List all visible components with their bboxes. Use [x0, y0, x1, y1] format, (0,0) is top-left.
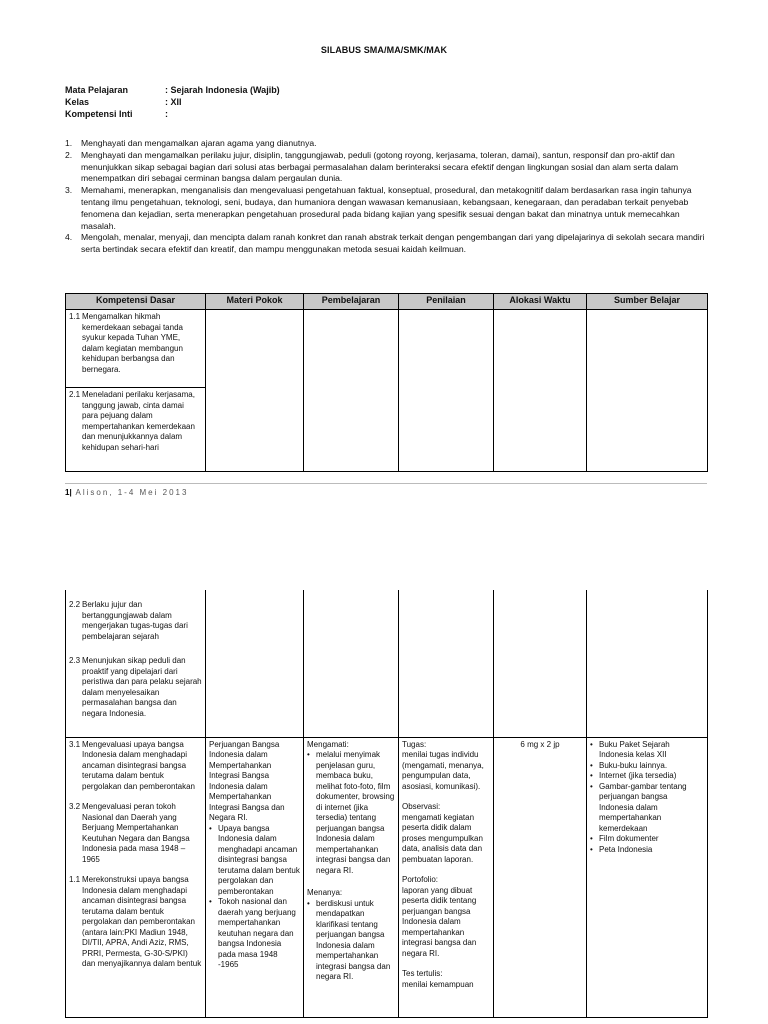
- list-item: [307, 750, 395, 876]
- list-text: melalui menyimak penjelasan guru, membaca buku, melihat foto-foto, film dokumenter, browsing di internet (jika tersedia) tentang perjuangan bangsa Indonesia dalam mempertahankan integrasi bangsa dan negara RI.: [316, 750, 395, 875]
- list-text: Tokoh nasional dan daerah yang berjuang mempertahankan keutuhan negara dan bangsa Indonesia pada masa 1948 -1965: [218, 897, 296, 969]
- meta-row-ki: [65, 108, 280, 120]
- list-item: [590, 834, 704, 845]
- table-cell: [206, 310, 304, 472]
- meta-value: : Sejarah Indonesia (Wajib): [165, 85, 280, 95]
- list-text: Film dokumenter: [599, 834, 659, 843]
- kd-text: Meneladani perilaku kerjasama, tanggung jawab, cinta damai para pejuang dalam mempertahankan kemerdekaan dan menunjukkannya dalam kehidupan sehari-hari: [82, 390, 195, 452]
- menanya-label: Menanya:: [307, 888, 343, 897]
- kd-number: 2.3: [69, 656, 81, 665]
- list-number: 2.: [65, 149, 73, 160]
- bullet-icon: •: [307, 750, 310, 759]
- list-item: [307, 899, 395, 983]
- meta-row-class: [65, 96, 280, 108]
- col-header-alokasi-waktu: Alokasi Waktu: [494, 294, 587, 310]
- footer-text: Alison, 1-4 Mei 2013: [75, 488, 189, 497]
- list-text: Upaya bangsa Indonesia dalam menghadapi ancaman disintegrasi bangsa terutama dalam bentuk pergolakan dan pemberontakan: [218, 823, 300, 896]
- table-cell: [304, 310, 399, 472]
- list-number: 1.: [65, 138, 73, 148]
- table-cell: [494, 590, 587, 737]
- tugas-label: Tugas:: [402, 739, 427, 749]
- list-text: Internet (jika tersedia): [599, 771, 677, 780]
- list-item: [590, 740, 704, 761]
- meta-label: Kelas: [65, 97, 90, 107]
- syllabus-table-page2: [65, 590, 708, 1018]
- list-number: 3.: [65, 185, 73, 196]
- materi-intro: Perjuangan Bangsa Indonesia dalam Mempertahankan Integrasi Bangsa Indonesia dalam Mempertahankan Integrasi Bangsa dan Negara RI.: [209, 739, 285, 822]
- list-number: 4.: [65, 232, 73, 243]
- bullet-icon: •: [590, 781, 593, 791]
- kd-text: Mengevaluasi peran tokoh Nasional dan Daerah yang Berjuang Mempertahankan Keutuhan Negara dan Bangsa Indonesia pada masa 1948 – 1965: [82, 802, 190, 864]
- kompetensi-inti-list: [65, 138, 715, 256]
- table-row: [66, 737, 708, 1017]
- meta-value: :: [165, 109, 168, 119]
- page-footer: 1| Alison, 1-4 Mei 2013: [65, 488, 189, 497]
- bullet-icon: •: [209, 897, 212, 906]
- col-header-sumber-belajar: Sumber Belajar: [587, 294, 708, 310]
- bullet-icon: •: [590, 844, 593, 854]
- page-title: SILABUS SMA/MA/SMK/MAK: [320, 45, 448, 55]
- list-text: Buku Paket Sejarah Indonesia kelas XII: [599, 739, 670, 759]
- list-item: [209, 897, 300, 971]
- kd-text: Mengevaluasi upaya bangsa Indonesia dalam menghadapi ancaman disintegrasi bangsa terutama dalam bentuk pergolakan dan pemberontakan: [82, 739, 195, 791]
- table-cell: [587, 590, 708, 737]
- list-text: Gambar-gambar tentang perjuangan bangsa Indonesia dalam mempertahankan kemerdekaan: [599, 781, 687, 833]
- tugas-text: menilai tugas individu (mengamati, menanya, pengumpulan data, asosiasi, komunikasi).: [402, 750, 484, 791]
- list-item: [590, 845, 704, 856]
- table-cell: [304, 737, 399, 1017]
- list-item: [590, 761, 704, 772]
- kd-item: [69, 656, 202, 719]
- meta-block: [65, 84, 280, 120]
- table-cell: [206, 737, 304, 1017]
- meta-value: : XII: [165, 97, 182, 107]
- kd-text: Menunjukan sikap peduli dan proaktif yang dipelajari dari peristiwa dan para pelaku sejarah dalam menyelesaikan permasalahan bangsa dan negara Indonesia.: [82, 656, 202, 718]
- table-cell: [66, 310, 206, 388]
- bullet-icon: •: [307, 898, 310, 908]
- col-header-materi-pokok: Materi Pokok: [206, 294, 304, 310]
- table-cell: [399, 737, 494, 1017]
- syllabus-table-page1: [65, 293, 708, 472]
- table-cell: [206, 590, 304, 737]
- kd-number: 3.2: [69, 802, 81, 811]
- portofolio-text: laporan yang dibuat peserta didik tentang perjuangan bangsa Indonesia dalam mempertahankan integrasi bangsa dan negara RI.: [402, 885, 477, 958]
- kd-number: 2.1: [69, 390, 81, 399]
- table-cell: [399, 590, 494, 737]
- list-item: [65, 150, 715, 185]
- bullet-icon: •: [590, 760, 593, 770]
- list-text: Buku-buku lainnya.: [599, 760, 668, 770]
- list-item: [209, 824, 300, 898]
- list-text: Menghayati dan mengamalkan ajaran agama yang dianutnya.: [81, 138, 317, 148]
- kd-item: [69, 875, 202, 970]
- list-item: [590, 771, 704, 782]
- page-number: 1: [65, 488, 70, 497]
- kd-number: 1.1: [69, 312, 81, 321]
- bullet-icon: •: [590, 834, 593, 843]
- table-cell: [494, 310, 587, 472]
- meta-label: Kompetensi Inti: [65, 109, 133, 119]
- list-item: [65, 232, 715, 256]
- footer-divider: [65, 483, 707, 484]
- kd-number: 3.1: [69, 739, 81, 749]
- table-header-row: [66, 294, 708, 310]
- kd-item: [69, 740, 202, 793]
- list-item: [590, 782, 704, 835]
- kd-number: 2.2: [69, 600, 81, 609]
- meta-label: Mata Pelajaran: [65, 85, 129, 95]
- observasi-label: Observasi:: [402, 802, 441, 811]
- kd-text: Merekonstruksi upaya bangsa Indonesia dalam menghadapi ancaman disintegrasi bangsa terutama dalam bentuk pergolakan dan pemberontakan (antara lain:PKI Madiun 1948, DI/TII, APRA, Andi Aziz, RMS, PRRI, Permesta, G-30-S/PKI) dan menyajikannya dalam bentuk: [82, 875, 202, 968]
- kd-item: [69, 390, 202, 453]
- table-cell: [587, 737, 708, 1017]
- table-row: [66, 310, 708, 388]
- list-item: [65, 138, 715, 150]
- list-text: Mengolah, menalar, menyaji, dan mencipta dalam ranah konkret dan ranah abstrak terkait dengan pengembangan dari yang dipelajarinya di sekolah secara mandiri serta bertindak secara efektif dan kreatif, dan mampu menggunakan metoda sesuai kaidah keilmuan.: [81, 232, 705, 255]
- bullet-icon: •: [590, 771, 593, 780]
- alokasi-waktu: 6 mg x 2 jp: [520, 739, 560, 749]
- portofolio-label: Portofolio:: [402, 875, 439, 884]
- kd-item: [69, 802, 202, 865]
- list-text: berdiskusi untuk mendapatkan klarifikasi tentang perjuangan bangsa Indonesia dalam mempertahankan integrasi bangsa dan negara RI.: [316, 898, 391, 981]
- list-text: Peta Indonesia: [599, 844, 653, 854]
- table-cell: [494, 737, 587, 1017]
- col-header-pembelajaran: Pembelajaran: [304, 294, 399, 310]
- list-item: [65, 185, 715, 232]
- col-header-penilaian: Penilaian: [399, 294, 494, 310]
- table-cell: [587, 310, 708, 472]
- table-cell: [66, 590, 206, 737]
- table-cell: [66, 388, 206, 472]
- table-cell: [304, 590, 399, 737]
- kd-text: Mengamalkan hikmah kemerdekaan sebagai tanda syukur kepada Tuhan YME, dalam kegiatan membangun kehidupan berbangsa dan bernegara.: [82, 312, 183, 374]
- col-header-kompetensi-dasar: Kompetensi Dasar: [66, 294, 206, 310]
- kd-number: 1.1: [69, 875, 81, 884]
- kd-item: [69, 600, 202, 642]
- meta-row-subject: [65, 84, 280, 96]
- tes-text: menilai kemampuan: [402, 979, 474, 989]
- kd-item: [69, 312, 202, 375]
- bullet-icon: •: [209, 823, 212, 833]
- bullet-icon: •: [590, 739, 593, 749]
- kd-text: Berlaku jujur dan bertanggungjawab dalam mengerjakan tugas-tugas dari pembelajaran sejarah: [82, 600, 188, 641]
- observasi-text: mengamati kegiatan peserta didik dalam proses mengumpulkan data, analisis data dan pembuatan laporan.: [402, 812, 483, 864]
- table-cell: [399, 310, 494, 472]
- list-text: Menghayati dan mengamalkan perilaku jujur, disiplin, tanggungjawab, peduli (gotong royong, kerjasama, toleran, damai), santun, responsif dan pro-aktif dan menunjukkan sikap sebagai bagian dari solusi atas berbagai permasalahan dalam berinteraksi secara efektif dengan lingkungan sosial dan alam serta dalam menempatkan diri sebagai cerminan bangsa dalam pergaulan dunia.: [81, 149, 679, 184]
- list-text: Memahami, menerapkan, menganalisis dan mengevaluasi pengetahuan faktual, konseptual, prosedural, dan metakognitif dalam berdasarkan rasa ingin tahunya tentang ilmu pengetahuan, teknologi, seni, budaya, dan humaniora dengan wawasan kemanusiaan, kebangsaan, kenegaraan, dan peradaban terkait penyebab fenomena dan kejadian, serta menerapkan pengetahuan prosedural pada bidang kajian yang spesifik sesuai dengan bakat dan minatnya untuk memecahkan masalah.: [81, 185, 692, 231]
- table-cell: [66, 737, 206, 1017]
- mengamati-label: Mengamati:: [307, 739, 349, 749]
- tes-label: Tes tertulis:: [402, 969, 443, 978]
- table-row: [66, 590, 708, 737]
